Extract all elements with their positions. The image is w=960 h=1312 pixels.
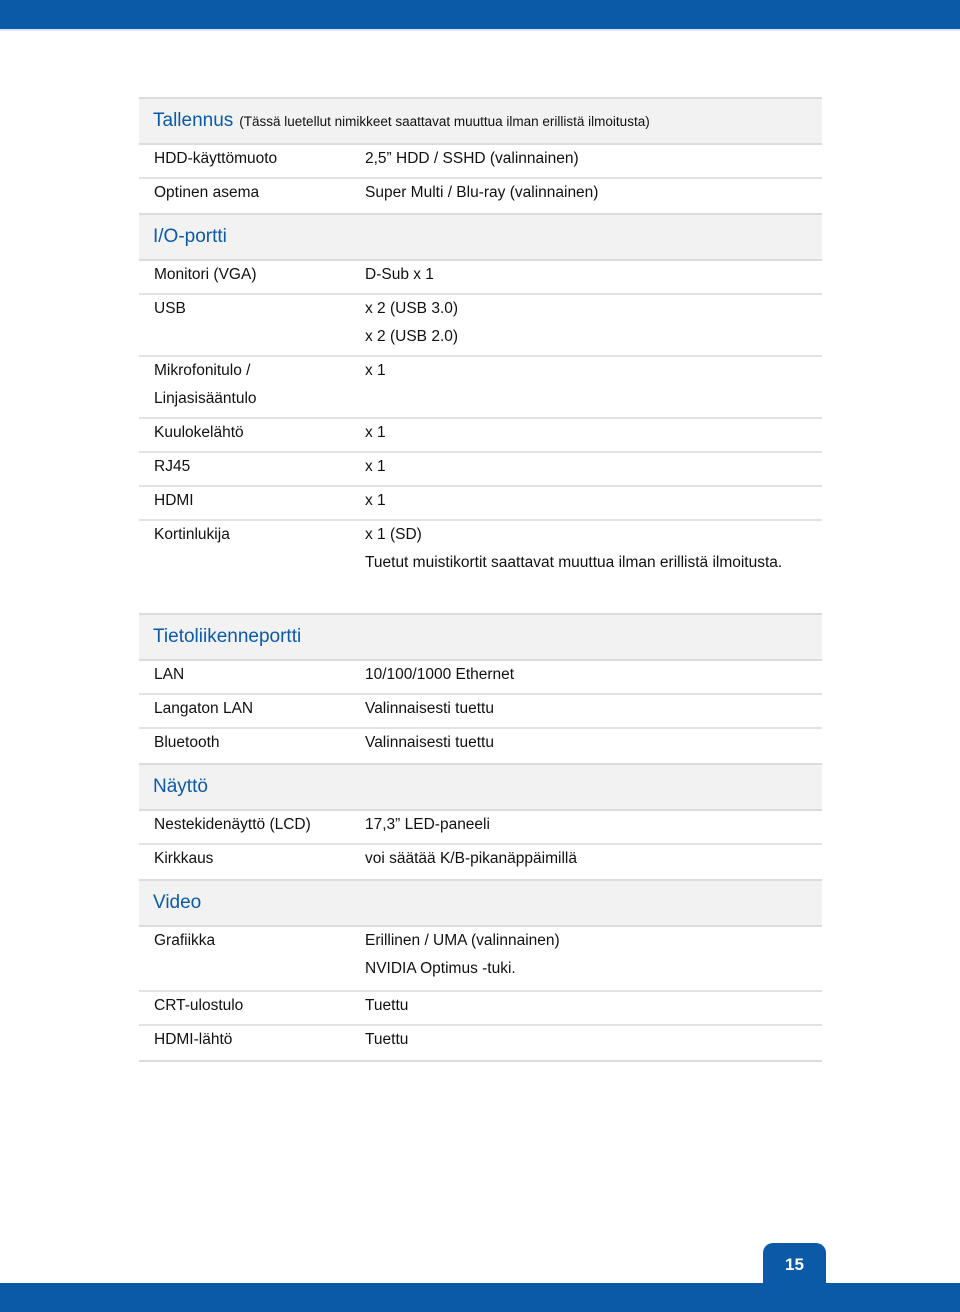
spec-row [139, 261, 822, 295]
spec-row [139, 487, 822, 521]
header-bar [0, 0, 960, 29]
spec-value: 2,5” HDD / SSHD (valinnainen) [365, 150, 579, 167]
spec-row [139, 729, 822, 763]
spec-label: LAN [154, 666, 185, 683]
page-number: 15 [763, 1243, 826, 1285]
section-title: Video [153, 892, 202, 913]
header-bar-edge [0, 29, 960, 31]
spec-label: Bluetooth [154, 734, 220, 751]
section-note: (Tässä luetellut nimikkeet saattavat muuttua ilman erillistä ilmoitusta) [239, 113, 650, 129]
spec-row [139, 661, 822, 695]
section-title: Näyttö [153, 776, 208, 797]
spec-value: x 1 [365, 458, 386, 475]
spec-row [139, 179, 822, 213]
section-title: I/O-portti [153, 226, 227, 247]
spec-label: CRT-ulostulo [154, 997, 244, 1014]
spec-label: Optinen asema [154, 184, 260, 201]
section-header [139, 763, 822, 811]
spec-value: D-Sub x 1 [365, 266, 434, 283]
spec-value: Super Multi / Blu-ray (valinnainen) [365, 184, 599, 201]
section-header [139, 97, 822, 145]
spec-value: x 1 (SD) Tuetut muistikortit saattavat muuttua ilman erillistä ilmoitusta. [365, 526, 783, 571]
spec-row [139, 845, 822, 879]
spec-label: Monitori (VGA) [154, 266, 257, 283]
spec-label: Kirkkaus [154, 850, 214, 867]
spec-value: x 1 [365, 492, 386, 509]
spec-label: Kortinlukija [154, 526, 230, 543]
spec-label: USB [154, 300, 186, 317]
spec-value: voi säätää K/B-pikanäppäimillä [365, 850, 577, 867]
spec-label: HDD-käyttömuoto [154, 150, 278, 167]
spec-row [139, 927, 822, 992]
spec-table [139, 97, 822, 1062]
spec-row [139, 992, 822, 1026]
spec-row [139, 419, 822, 453]
spec-value: Erillinen / UMA (valinnainen) NVIDIA Optimus -tuki. [365, 932, 560, 977]
spec-value: x 1 [365, 424, 386, 441]
spec-row [139, 811, 822, 845]
spec-value: x 1 [365, 362, 386, 379]
section-title: Tietoliikenneportti [153, 626, 302, 647]
spec-value: 10/100/1000 Ethernet [365, 666, 515, 683]
table-bottom-rule [139, 1060, 822, 1062]
spec-label: Nestekidenäyttö (LCD) [154, 816, 311, 833]
spec-row [139, 295, 822, 357]
spec-row [139, 357, 822, 419]
spec-value: 17,3” LED-paneeli [365, 816, 490, 833]
spec-value: Tuettu [365, 1031, 409, 1048]
spec-row [139, 1026, 822, 1060]
spec-label: Grafiikka [154, 932, 216, 949]
section-header [139, 613, 822, 661]
section-header [139, 213, 822, 261]
spec-label: Langaton LAN [154, 700, 254, 717]
spec-row [139, 695, 822, 729]
footer-bar [0, 1283, 960, 1312]
spec-label: HDMI [154, 492, 194, 509]
spec-row [139, 145, 822, 179]
spec-value: x 2 (USB 3.0) x 2 (USB 2.0) [365, 300, 459, 345]
spec-row [139, 521, 822, 613]
spec-row [139, 453, 822, 487]
spec-value: Tuettu [365, 997, 409, 1014]
section-title: Tallennus [153, 110, 234, 131]
spec-label: Mikrofonitulo / Linjasisääntulo [154, 362, 257, 407]
spec-label: HDMI-lähtö [154, 1031, 233, 1048]
spec-label: RJ45 [154, 458, 191, 475]
spec-label: Kuulokelähtö [154, 424, 244, 441]
section-header [139, 879, 822, 927]
spec-value: Valinnaisesti tuettu [365, 700, 494, 717]
spec-value: Valinnaisesti tuettu [365, 734, 494, 751]
